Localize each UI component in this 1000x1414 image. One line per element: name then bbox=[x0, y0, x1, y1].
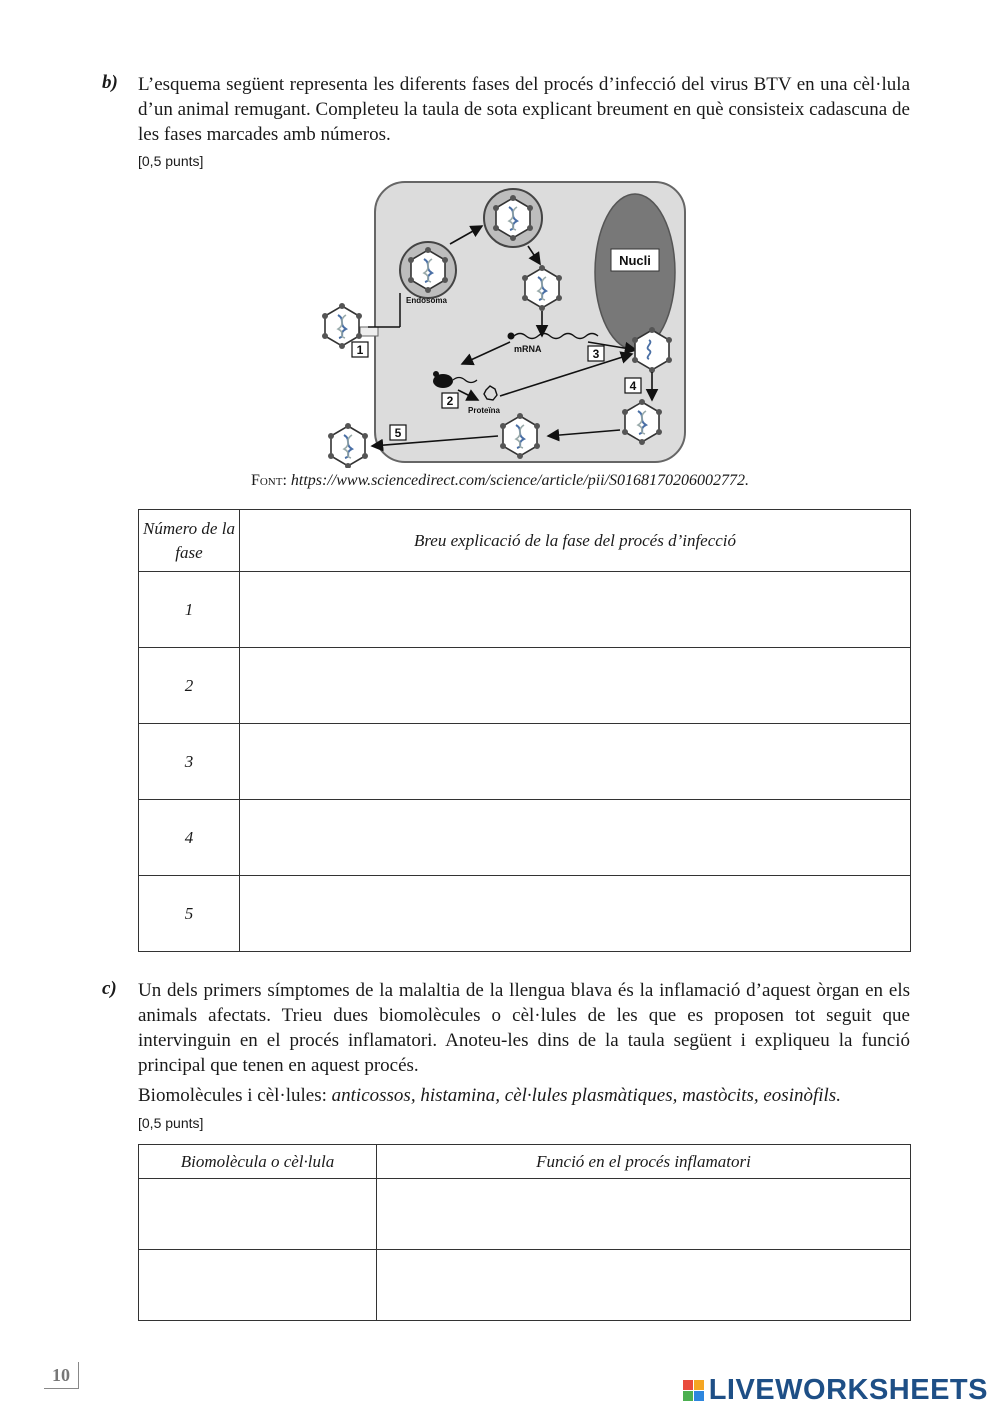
phase-number: 3 bbox=[139, 724, 240, 800]
header-biomolecule: Biomolècula o cèl·lula bbox=[139, 1145, 377, 1179]
nucleus-label: Nucli bbox=[619, 253, 651, 268]
virion-released-outside bbox=[328, 423, 368, 468]
phase-number: 1 bbox=[139, 572, 240, 648]
liveworksheets-logo-icon bbox=[683, 1380, 704, 1401]
header-function: Funció en el procés inflamatori bbox=[377, 1145, 911, 1179]
page-number: 10 bbox=[44, 1362, 79, 1389]
step-3-label: 3 bbox=[592, 347, 600, 361]
phase-explanation-cell[interactable] bbox=[240, 800, 911, 876]
protein-label: Proteïna bbox=[468, 406, 501, 415]
options-list: anticossos, histamina, cèl·lules plasmàtiques, mastòcits, eosinòfils. bbox=[331, 1085, 841, 1106]
question-b-points: [0,5 punts] bbox=[138, 153, 204, 169]
figure-source bbox=[0, 472, 1000, 490]
phase-explanation-cell[interactable] bbox=[240, 572, 911, 648]
question-c-text: Un dels primers símptomes de la malaltia de la llengua blava és la inflamació d’aquest òrgan en els animals afectats. Trieu dues biomolècules o cèl·lules de les que es proposen tot seguit que intervinguin en el procés inflamatori. Anoteu-les dins de la taula següent i expliqueu la funció principal que tenen en aquest procés. Biomolècules i cèl·lules: anticossos, histamina, cèl·lules plasmàtiques, mastòcits, eosinòfils. bbox=[138, 980, 910, 1106]
mrna-label: mRNA bbox=[514, 344, 542, 354]
biomolecule-cell[interactable] bbox=[139, 1179, 377, 1250]
ribosome bbox=[433, 374, 453, 388]
step-5-label: 5 bbox=[394, 426, 402, 440]
inflammation-table bbox=[138, 1144, 911, 1321]
question-b-letter: b) bbox=[102, 72, 118, 93]
biomolecule-cell[interactable] bbox=[139, 1250, 377, 1321]
question-c-points: [0,5 punts] bbox=[138, 1115, 204, 1131]
phase-number: 2 bbox=[139, 648, 240, 724]
phase-number: 4 bbox=[139, 800, 240, 876]
phase-explanation-cell[interactable] bbox=[240, 648, 911, 724]
options-prefix: Biomolècules i cèl·lules: bbox=[138, 1085, 327, 1106]
infection-diagram bbox=[310, 178, 700, 468]
step-4-label: 4 bbox=[629, 379, 637, 393]
step-2-label: 2 bbox=[446, 394, 454, 408]
header-phase-number: Número de la fase bbox=[139, 510, 240, 572]
question-b-text: L’esquema següent representa les diferents fases del procés d’infecció del virus BTV en una cèl·lula d’un animal remugant. Completeu la taula de sota explicant breument en què consisteix cadascuna de les fases marcades amb números. bbox=[138, 74, 910, 145]
phase-number: 5 bbox=[139, 876, 240, 952]
phases-table bbox=[138, 509, 911, 952]
entry-channel bbox=[360, 327, 378, 336]
source-prefix: Font: bbox=[250, 472, 287, 489]
function-cell[interactable] bbox=[377, 1250, 911, 1321]
function-cell[interactable] bbox=[377, 1179, 911, 1250]
header-phase-explanation: Breu explicació de la fase del procés d’infecció bbox=[240, 510, 911, 572]
source-url: https://www.sciencedirect.com/science/article/pii/S0168170206002772. bbox=[290, 472, 750, 489]
step-1-label: 1 bbox=[356, 343, 364, 357]
phase-explanation-cell[interactable] bbox=[240, 876, 911, 952]
nucleus bbox=[595, 194, 675, 350]
phase-explanation-cell[interactable] bbox=[240, 724, 911, 800]
endosome-label: Endosoma bbox=[406, 296, 447, 305]
question-c-letter: c) bbox=[102, 978, 117, 999]
brand-name: LIVEWORKSHEETS bbox=[708, 1374, 988, 1406]
liveworksheets-logo bbox=[683, 1374, 988, 1407]
